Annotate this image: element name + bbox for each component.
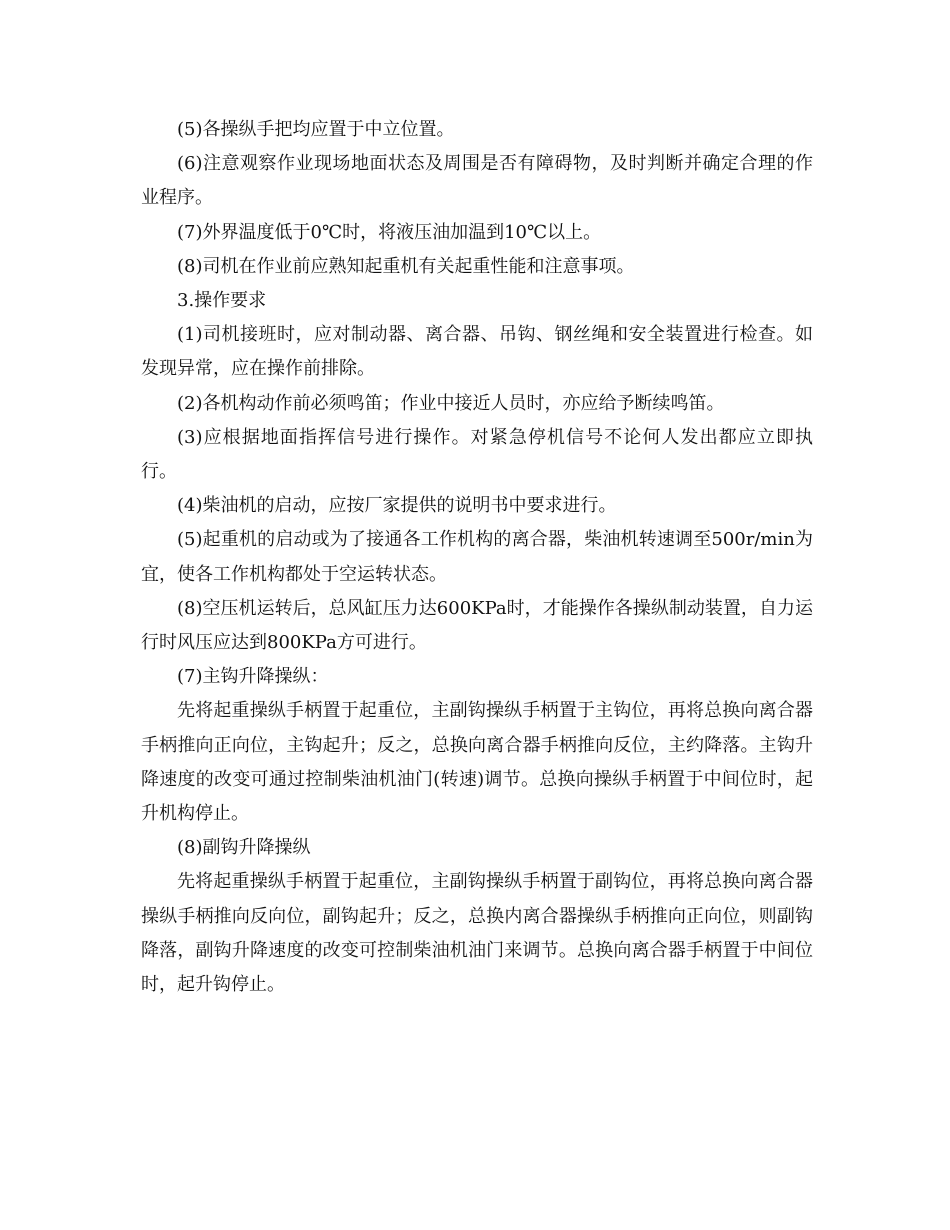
paragraph-3: (7)外界温度低于0℃时，将液压油加温到10℃以上。 — [177, 221, 602, 243]
document-body — [141, 113, 813, 1002]
section-heading-operation-requirements: 3.操作要求 — [177, 290, 267, 312]
paragraph-4: (8)司机在作业前应熟知起重机有关起重性能和注意事项。 — [177, 255, 635, 277]
paragraph-10: (5)起重机的启动或为了接通各工作机构的离合器，柴油机转速调至500r/min为宜，使各工作机构都处于空运转状态。 — [141, 529, 813, 585]
paragraph-12: (7)主钩升降操纵： — [177, 666, 329, 688]
paragraph-7: (2)各机构动作前必须鸣笛；作业中接近人员时，亦应给予断续鸣笛。 — [177, 392, 725, 414]
paragraph-15: 先将起重操纵手柄置于起重位，主副钩操纵手柄置于副钩位，再将总换向离合器操纵手柄推向反向位，副钩起升；反之，总换内离合器操纵手柄推向正向位，则副钩降落，副钩升降速度的改变可控制柴油机油门来调节。总换向离合器手柄置于中间位时，起升钩停止。 — [141, 871, 813, 996]
paragraph-14: (8)副钩升降操纵 — [177, 837, 311, 859]
paragraph-2: (6)注意观察作业现场地面状态及周围是否有障碍物，及时判断并确定合理的作业程序。 — [141, 153, 813, 209]
paragraph-11: (8)空压机运转后，总风缸压力达600KPa时，才能操作各操纵制动装置，自力运行时风压应达到800KPa方可进行。 — [141, 597, 813, 654]
paragraph-6: (1)司机接班时，应对制动器、离合器、吊钩、钢丝绳和安全装置进行检查。如发现异常，应在操作前排除。 — [141, 324, 813, 380]
paragraph-13: 先将起重操纵手柄置于起重位，主副钩操纵手柄置于主钩位，再将总换向离合器手柄推向正向位，主钩起升；反之，总换向离合器手柄推向反位，主约降落。主钩升降速度的改变可通过控制柴油机油门(转速)调节。总换向操纵手柄置于中间位时，起升机构停止。 — [141, 700, 813, 825]
paragraph-1: (5)各操纵手把均应置于中立位置。 — [177, 119, 455, 140]
paragraph-8: (3)应根据地面指挥信号进行操作。对紧急停机信号不论何人发出都应立即执行。 — [141, 426, 813, 483]
paragraph-9: (4)柴油机的启动，应按厂家提供的说明书中要求进行。 — [177, 495, 617, 517]
